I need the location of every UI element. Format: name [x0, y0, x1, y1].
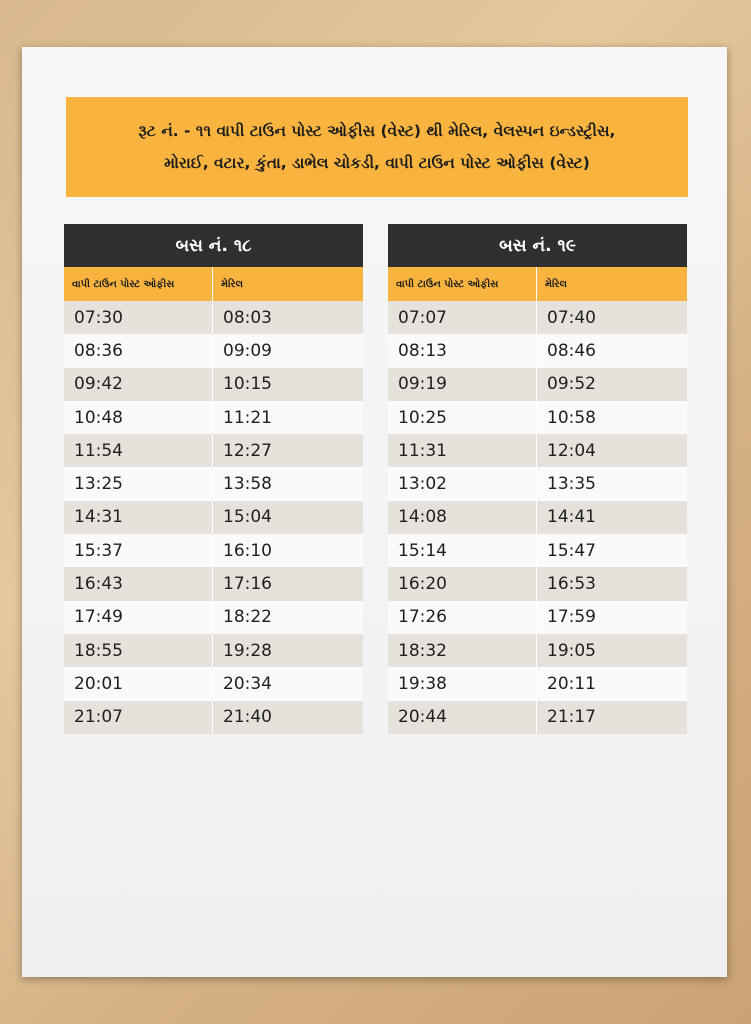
departure-time-cell: 14:31 — [64, 501, 213, 534]
bus-19-header: બસ નં. ૧૯ — [388, 224, 687, 267]
arrival-time-cell: 21:17 — [547, 707, 596, 728]
departure-time-cell: 15:37 — [64, 534, 213, 567]
table-row — [388, 334, 687, 367]
table-row — [64, 467, 363, 500]
bus-19-rows — [388, 301, 687, 734]
table-row — [64, 567, 363, 600]
column-header-destination: મેરિલ — [545, 278, 568, 290]
table-row — [64, 368, 363, 401]
arrival-time-cell: 15:47 — [547, 540, 596, 561]
arrival-time-cell: 08:46 — [547, 340, 596, 361]
bus-19-table — [388, 224, 687, 734]
arrival-time-cell: 10:15 — [223, 374, 272, 395]
bus-18-rows — [64, 301, 363, 734]
departure-time-cell: 21:07 — [64, 701, 213, 734]
departure-time-cell: 07:07 — [388, 301, 537, 334]
table-row — [388, 567, 687, 600]
departure-time-cell: 08:36 — [64, 334, 213, 367]
column-header-origin: વાપી ટાઉન પોસ્ટ ઓફીસ — [388, 267, 537, 301]
column-header-origin: વાપી ટાઉન પોસ્ટ ઓફીસ — [64, 267, 213, 301]
table-row — [388, 401, 687, 434]
departure-time-cell: 18:32 — [388, 634, 537, 667]
departure-time-cell: 09:19 — [388, 368, 537, 401]
bus-18-column-headers — [64, 267, 363, 301]
table-row — [64, 501, 363, 534]
route-banner — [66, 97, 688, 197]
departure-time-cell: 14:08 — [388, 501, 537, 534]
departure-time-cell: 17:26 — [388, 601, 537, 634]
departure-time-cell: 07:30 — [64, 301, 213, 334]
departure-time-cell: 20:01 — [64, 667, 213, 700]
table-row — [64, 534, 363, 567]
arrival-time-cell: 20:11 — [547, 673, 596, 694]
table-row — [388, 501, 687, 534]
table-row — [388, 667, 687, 700]
arrival-time-cell: 19:05 — [547, 640, 596, 661]
departure-time-cell: 11:31 — [388, 434, 537, 467]
arrival-time-cell: 10:58 — [547, 407, 596, 428]
departure-time-cell: 10:48 — [64, 401, 213, 434]
table-row — [64, 601, 363, 634]
departure-time-cell: 10:25 — [388, 401, 537, 434]
table-row — [388, 368, 687, 401]
bus-19-column-headers — [388, 267, 687, 301]
arrival-time-cell: 19:28 — [223, 640, 272, 661]
table-row — [64, 434, 363, 467]
departure-time-cell: 18:55 — [64, 634, 213, 667]
arrival-time-cell: 13:35 — [547, 474, 596, 495]
departure-time-cell: 15:14 — [388, 534, 537, 567]
departure-time-cell: 13:02 — [388, 467, 537, 500]
arrival-time-cell: 11:21 — [223, 407, 272, 428]
departure-time-cell: 13:25 — [64, 467, 213, 500]
arrival-time-cell: 12:27 — [223, 440, 272, 461]
departure-time-cell: 16:43 — [64, 567, 213, 600]
departure-time-cell: 09:42 — [64, 368, 213, 401]
arrival-time-cell: 17:59 — [547, 607, 596, 628]
arrival-time-cell: 16:10 — [223, 540, 272, 561]
bus-18-header: બસ નં. ૧૮ — [64, 224, 363, 267]
arrival-time-cell: 21:40 — [223, 707, 272, 728]
table-row — [64, 634, 363, 667]
arrival-time-cell: 09:52 — [547, 374, 596, 395]
arrival-time-cell: 16:53 — [547, 574, 596, 595]
table-row — [388, 701, 687, 734]
table-row — [64, 667, 363, 700]
departure-time-cell: 16:20 — [388, 567, 537, 600]
table-row — [388, 467, 687, 500]
table-row — [64, 301, 363, 334]
route-title-line-1: રૂટ નં. - ૧૧ વાપી ટાઉન પોસ્ટ ઓફીસ (વેસ્ટ) થી મેરિલ, વેલસ્પન ઇન્ડસ્ટ્રીસ, — [138, 122, 616, 140]
departure-time-cell: 19:38 — [388, 667, 537, 700]
arrival-time-cell: 17:16 — [223, 574, 272, 595]
arrival-time-cell: 14:41 — [547, 507, 596, 528]
departure-time-cell: 20:44 — [388, 701, 537, 734]
table-row — [388, 634, 687, 667]
table-row — [388, 534, 687, 567]
arrival-time-cell: 07:40 — [547, 307, 596, 328]
table-row — [388, 301, 687, 334]
departure-time-cell: 08:13 — [388, 334, 537, 367]
table-row — [64, 701, 363, 734]
table-row — [388, 434, 687, 467]
bus-18-table — [64, 224, 363, 734]
column-header-destination: મેરિલ — [221, 278, 244, 290]
departure-time-cell: 17:49 — [64, 601, 213, 634]
departure-time-cell: 11:54 — [64, 434, 213, 467]
arrival-time-cell: 08:03 — [223, 307, 272, 328]
table-row — [388, 601, 687, 634]
route-title-line-2: મોરાઈ, વટાર, કુંતા, ડાભેલ ચોકડી, વાપી ટાઉન પોસ્ટ ઓફીસ (વેસ્ટ) — [164, 154, 590, 172]
timetable-sheet — [22, 47, 727, 977]
arrival-time-cell: 12:04 — [547, 440, 596, 461]
arrival-time-cell: 15:04 — [223, 507, 272, 528]
table-row — [64, 334, 363, 367]
arrival-time-cell: 18:22 — [223, 607, 272, 628]
table-row — [64, 401, 363, 434]
arrival-time-cell: 13:58 — [223, 474, 272, 495]
arrival-time-cell: 09:09 — [223, 340, 272, 361]
arrival-time-cell: 20:34 — [223, 673, 272, 694]
